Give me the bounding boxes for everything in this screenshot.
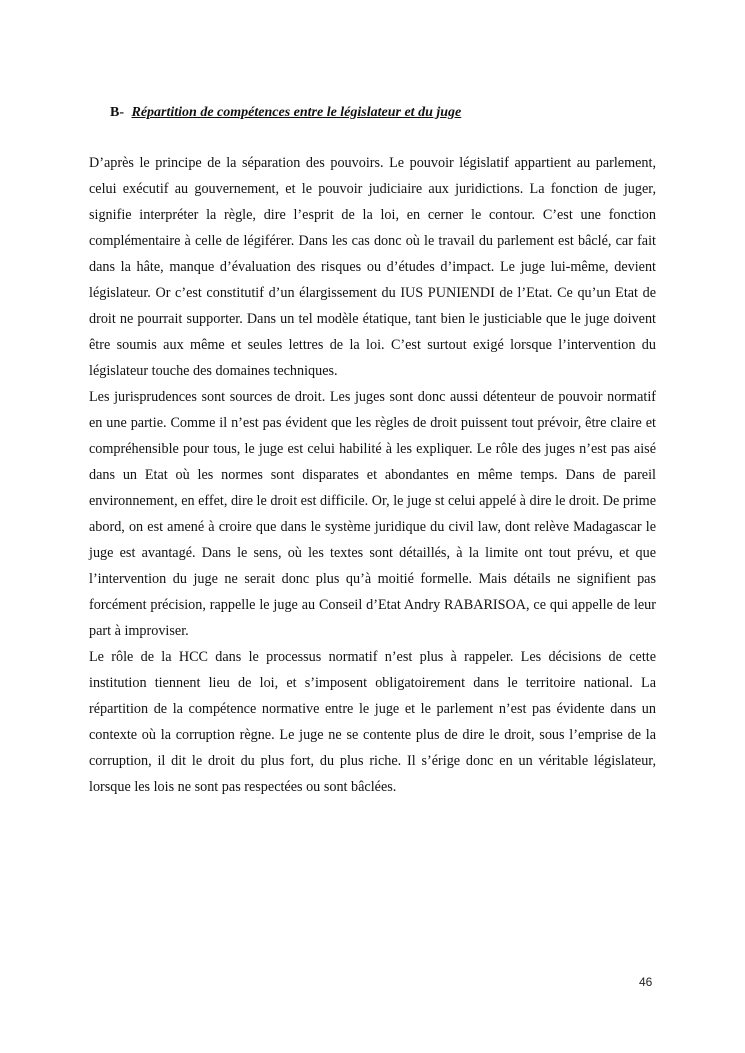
page-number: 46 — [639, 975, 653, 989]
paragraph-2: Les jurisprudences sont sources de droit. Les juges sont donc aussi détenteur de pouvoir normatif en une partie. Comme il n’est pas évident que les règles de droit puissent tout prévoir, être claire et compréhensible pour tous, le juge est celui habilité à les expliquer. Le rôle des juges n’est pas aisé dans un Etat où les normes sont disparates et abondantes en même temps. Dans de pareil environnement, en effet, dire le droit est difficile. Or, le juge st celui appelé à dire le droit. De prime abord, on est amené à croire que dans le système juridique du civil law, dont relève Madagascar le juge est avantagé. Dans le sens, où les textes sont détaillés, à la limite ont tout prévu, et que l’intervention du juge ne serait donc plus qu’à moitié formelle. Mais détails ne signifient pas forcément précision, rappelle le juge au Conseil d’Etat Andry RABARISOA, ce qui appelle de leur part à improviser. — [89, 389, 656, 639]
section-title: Répartition de compétences entre le législateur et du juge — [131, 105, 462, 120]
section-label: B- — [110, 105, 124, 120]
section-heading — [110, 105, 461, 121]
paragraph-3: Le rôle de la HCC dans le processus normatif n’est plus à rappeler. Les décisions de cette institution tiennent lieu de loi, et s’imposent obligatoirement dans le territoire national. La répartition de la compétence normative entre le juge et le parlement n’est pas évidente dans un contexte où la corruption règne. Le juge ne se contente plus de dire le droit, sous l’emprise de la corruption, il dit le droit du plus fort, du plus riche. Il s’érige donc en un véritable législateur, lorsque les lois ne sont pas respectées ou sont bâclées. — [89, 649, 656, 795]
body-text — [89, 150, 656, 800]
paragraph-1: D’après le principe de la séparation des pouvoirs. Le pouvoir législatif appartient au parlement, celui exécutif au gouvernement, et le pouvoir judiciaire aux juridictions. La fonction de juger, signifie interpréter la règle, dire l’esprit de la loi, en cerner le contour. C’est une fonction complémentaire à celle de légiférer. Dans les cas donc où le travail du parlement est bâclé, car fait dans la hâte, manque d’évaluation des risques ou d’études d’impact. Le juge lui-même, devient législateur. Or c’est constitutif d’un élargissement du IUS PUNIENDI de l’Etat. Ce qu’un Etat de droit ne pourrait supporter. Dans un tel modèle étatique, tant bien le justiciable que le juge doivent être soumis aux même et seules lettres de la loi. C’est surtout exigé lorsque l’intervention du législateur touche des domaines techniques. — [89, 155, 656, 379]
